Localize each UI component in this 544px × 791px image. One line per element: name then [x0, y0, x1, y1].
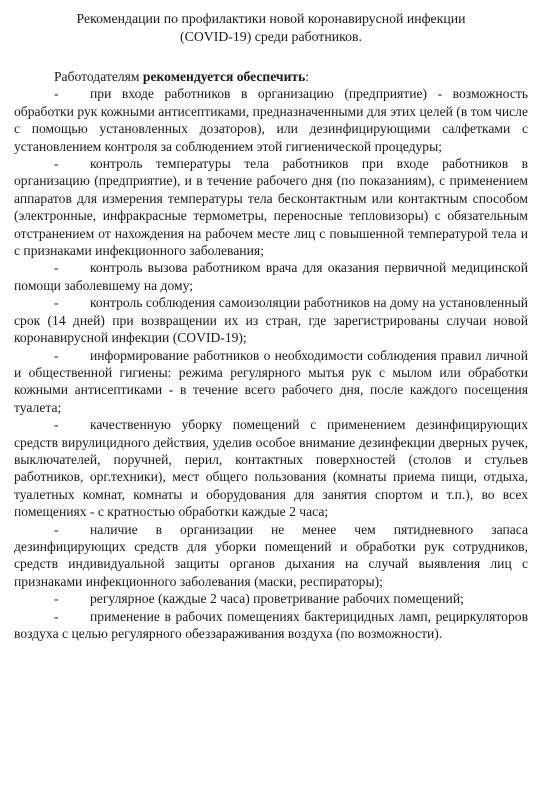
title-line-2: (COVID-19) среди работников.	[180, 29, 362, 44]
list-item-text: контроль соблюдения самоизоляции работников на дому на установленный срок (14 дней) при возвращении их из стран, где зарегистрированы случаи новой коронавирусной инфекции (COVID-19);	[14, 295, 528, 346]
list-item-text: при входе работников в организацию (предприятие) - возможность обработки рук кожными антисептиками, предназначенными для этих целей (в том числе с помощью установленных дозаторов), или дезинфицирующими салфетками с установлением контроля за соблюдением этой гигиенической процедуры;	[14, 86, 528, 154]
list-item	[14, 347, 528, 417]
list-item	[14, 294, 528, 346]
list-item	[14, 85, 528, 155]
list-dash: -	[54, 260, 59, 276]
list-dash: -	[54, 86, 59, 102]
list-item	[14, 608, 528, 643]
intro-prefix: Работодателям	[54, 69, 143, 84]
list-item-text: информирование работников о необходимости соблюдения правил личной и общественной гигиены: режима регулярного мытья рук с мылом или обработки кожными антисептиками - в течение всего рабочего дня, после каждого посещения туалета;	[14, 347, 528, 415]
list-item	[14, 155, 528, 259]
title-line-1: Рекомендации по профилактики новой коронавирусной инфекции	[76, 11, 466, 26]
list-item	[14, 590, 528, 607]
list-dash: -	[54, 417, 59, 433]
list-item-text: качественную уборку помещений с применением дезинфицирующих средств вирулицидного действия, уделив особое внимание дезинфекции дверных ручек, выключателей, поручней, перил, контактных поверхностей (столов и стульев работников, орг.техники), мест общего пользования (комнаты приема пищи, отдыха, туалетных комнат, комнаты и оборудования для занятия спортом и т.п.), во всех помещениях - с кратностью обработки каждые 2 часа;	[14, 417, 528, 520]
list-dash: -	[54, 608, 59, 624]
document-title	[14, 10, 528, 46]
list-dash: -	[54, 156, 59, 172]
list-item-text: наличие в организации не менее чем пятидневного запаса дезинфицирующих средств для уборки помещений и обработки рук сотрудников, средств индивидуальной защиты органов дыхания на случай выявления лиц с признаками инфекционного заболевания (маски, респираторы);	[14, 521, 528, 589]
list-item	[14, 521, 528, 591]
list-item-text: контроль температуры тела работников при входе работников в организацию (предприятие), и в течение рабочего дня (по показаниям), с применением аппаратов для измерения температуры тела бесконтактным или контактным способом (электронные, инфракрасные термометры, переносные тепловизоры) с обязательным отстранением от нахождения на рабочем месте лиц с повышенной температурой тела и с признаками инфекционного заболевания;	[14, 156, 528, 259]
list-item-text: контроль вызова работником врача для оказания первичной медицинской помощи заболевшему на дому;	[14, 260, 528, 293]
list-dash: -	[54, 347, 59, 363]
list-item	[14, 416, 528, 520]
intro-bold: рекомендуется обеспечить	[142, 69, 306, 84]
list-item-text: регулярное (каждые 2 часа) проветривание рабочих помещений;	[90, 591, 464, 607]
list-dash: -	[54, 591, 59, 607]
intro-paragraph	[14, 68, 528, 85]
list-item-text: применение в рабочих помещениях бактерицидных ламп, рециркуляторов воздуха с целью регулярного обеззараживания воздуха (по возможности).	[14, 608, 528, 641]
list-dash: -	[54, 521, 59, 537]
list-item	[14, 259, 528, 294]
list-dash: -	[54, 295, 59, 311]
intro-suffix: :	[305, 69, 310, 84]
